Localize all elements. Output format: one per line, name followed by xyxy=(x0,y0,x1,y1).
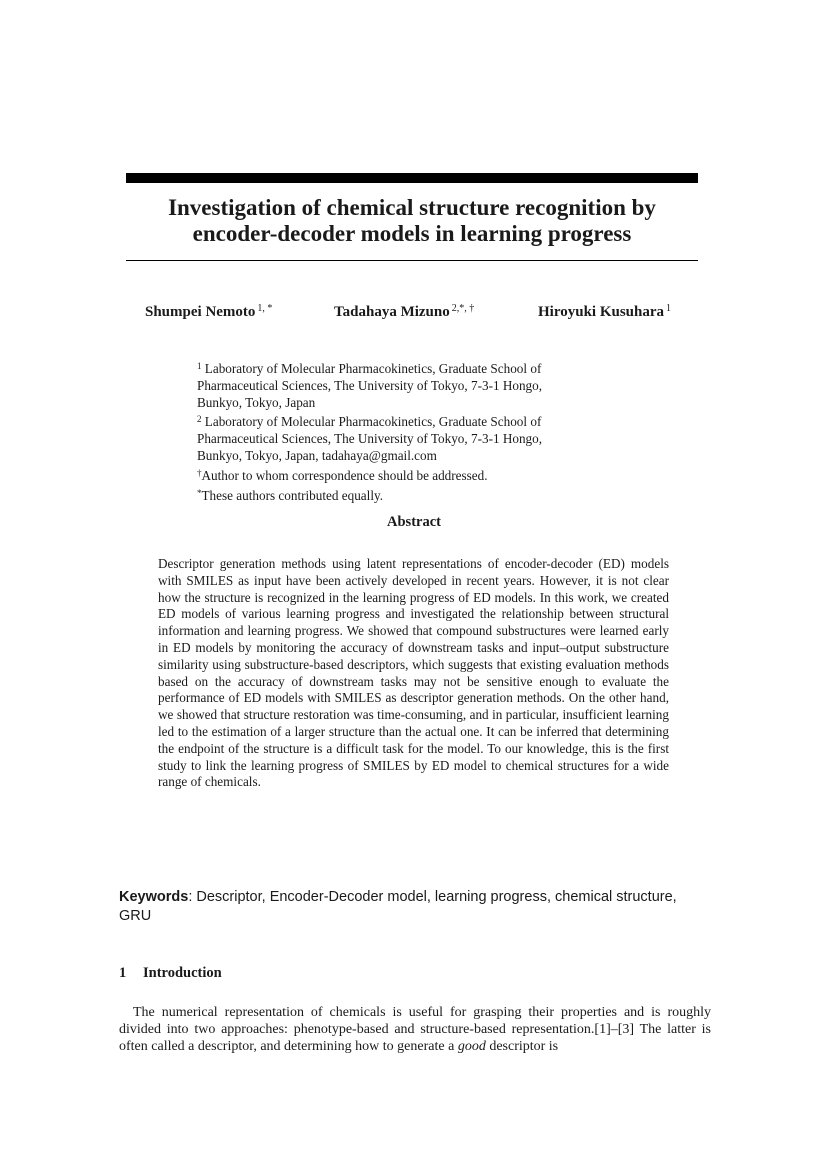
author-mark: 1, * xyxy=(257,303,273,314)
affiliation-line: Bunkyo, Tokyo, Japan, tadahaya@gmail.com xyxy=(197,447,437,463)
abstract-heading: Abstract xyxy=(387,514,441,530)
author-mark: 1 xyxy=(666,303,672,314)
keywords-text: : Descriptor, Encoder-Decoder model, learning progress, chemical structure, GRU xyxy=(119,889,677,924)
affiliation-2 xyxy=(197,411,627,464)
author-mark: 2,*, † xyxy=(451,303,475,314)
affiliations xyxy=(197,358,627,504)
affiliation-1 xyxy=(197,358,627,411)
asterisk-mark: * xyxy=(197,487,202,498)
affiliation-mark: 1 xyxy=(197,361,202,371)
title-rule-top xyxy=(126,173,698,183)
keywords xyxy=(119,888,711,925)
dagger-mark: † xyxy=(197,467,202,478)
affiliation-line: Laboratory of Molecular Pharmacokinetics, Graduate School of xyxy=(204,361,542,376)
equal-contribution-text: These authors contributed equally. xyxy=(201,487,384,503)
affiliation-mark: 2 xyxy=(197,414,202,425)
title-rule-bottom xyxy=(126,260,698,261)
affiliation-line: Pharmaceutical Sciences, The University of Tokyo, 7-3-1 Hongo, xyxy=(197,377,543,393)
section-number: 1 xyxy=(119,965,127,981)
author-name: Hiroyuki Kusuhara xyxy=(538,304,665,320)
paper-title xyxy=(110,195,714,247)
author-1 xyxy=(145,303,272,321)
affiliation-line: Pharmaceutical Sciences, The University of Tokyo, 7-3-1 Hongo, xyxy=(197,431,543,447)
intro-text: descriptor is xyxy=(485,1039,559,1055)
keywords-label: Keywords xyxy=(119,889,189,905)
affiliation-line: Laboratory of Molecular Pharmacokinetics, Graduate School of xyxy=(204,414,542,430)
correspondence-text: Author to whom correspondence should be addressed. xyxy=(201,467,488,483)
section-heading-introduction xyxy=(119,965,222,982)
title-line-1: Investigation of chemical structure recognition by xyxy=(168,195,656,220)
author-2 xyxy=(334,303,474,321)
author-name: Shumpei Nemoto xyxy=(145,304,256,320)
title-line-2: encoder-decoder models in learning progress xyxy=(192,221,632,246)
section-title: Introduction xyxy=(143,965,222,981)
abstract-body: Descriptor generation methods using latent representations of encoder-decoder (ED) models with SMILES as input have been actively developed in recent years. However, it is not clear how the structure is recognized in the learning progress of ED models. In this work, we created ED models of various learning progress and investigated the relationship between structural information and learning progress. We showed that compound substructures were learned early in ED models by monitoring the accuracy of downstream tasks and input–output substructure similarity using substructure-based descriptors, which suggests that existing evaluation methods based on the accuracy of downstream tasks may not be sensitive enough to evaluate the performance of ED models with SMILES as descriptor generation methods. On the other hand, we showed that structure restoration was time-consuming, and in particular, insufficient learning led to the estimation of a larger structure than the actual one. It can be inferred that determining the endpoint of the structure is a difficult task for the model. To our knowledge, this is the first study to link the learning progress of SMILES by ED model to chemical structures for a wide range of chemicals. xyxy=(158,556,669,790)
author-3 xyxy=(538,303,671,321)
affiliation-line: Bunkyo, Tokyo, Japan xyxy=(197,394,316,410)
introduction-paragraph xyxy=(119,1004,711,1056)
intro-emphasis: good xyxy=(457,1039,486,1055)
intro-text: The numerical representation of chemicals is useful for grasping their properties and is roughly divided into two approaches: phenotype-based and structure-based representation.[1]–[3] The latter is often called a descriptor, and determining how to generate a xyxy=(119,1005,711,1055)
equal-contribution-note xyxy=(197,485,627,505)
correspondence-note xyxy=(197,465,627,485)
author-name: Tadahaya Mizuno xyxy=(334,304,450,320)
